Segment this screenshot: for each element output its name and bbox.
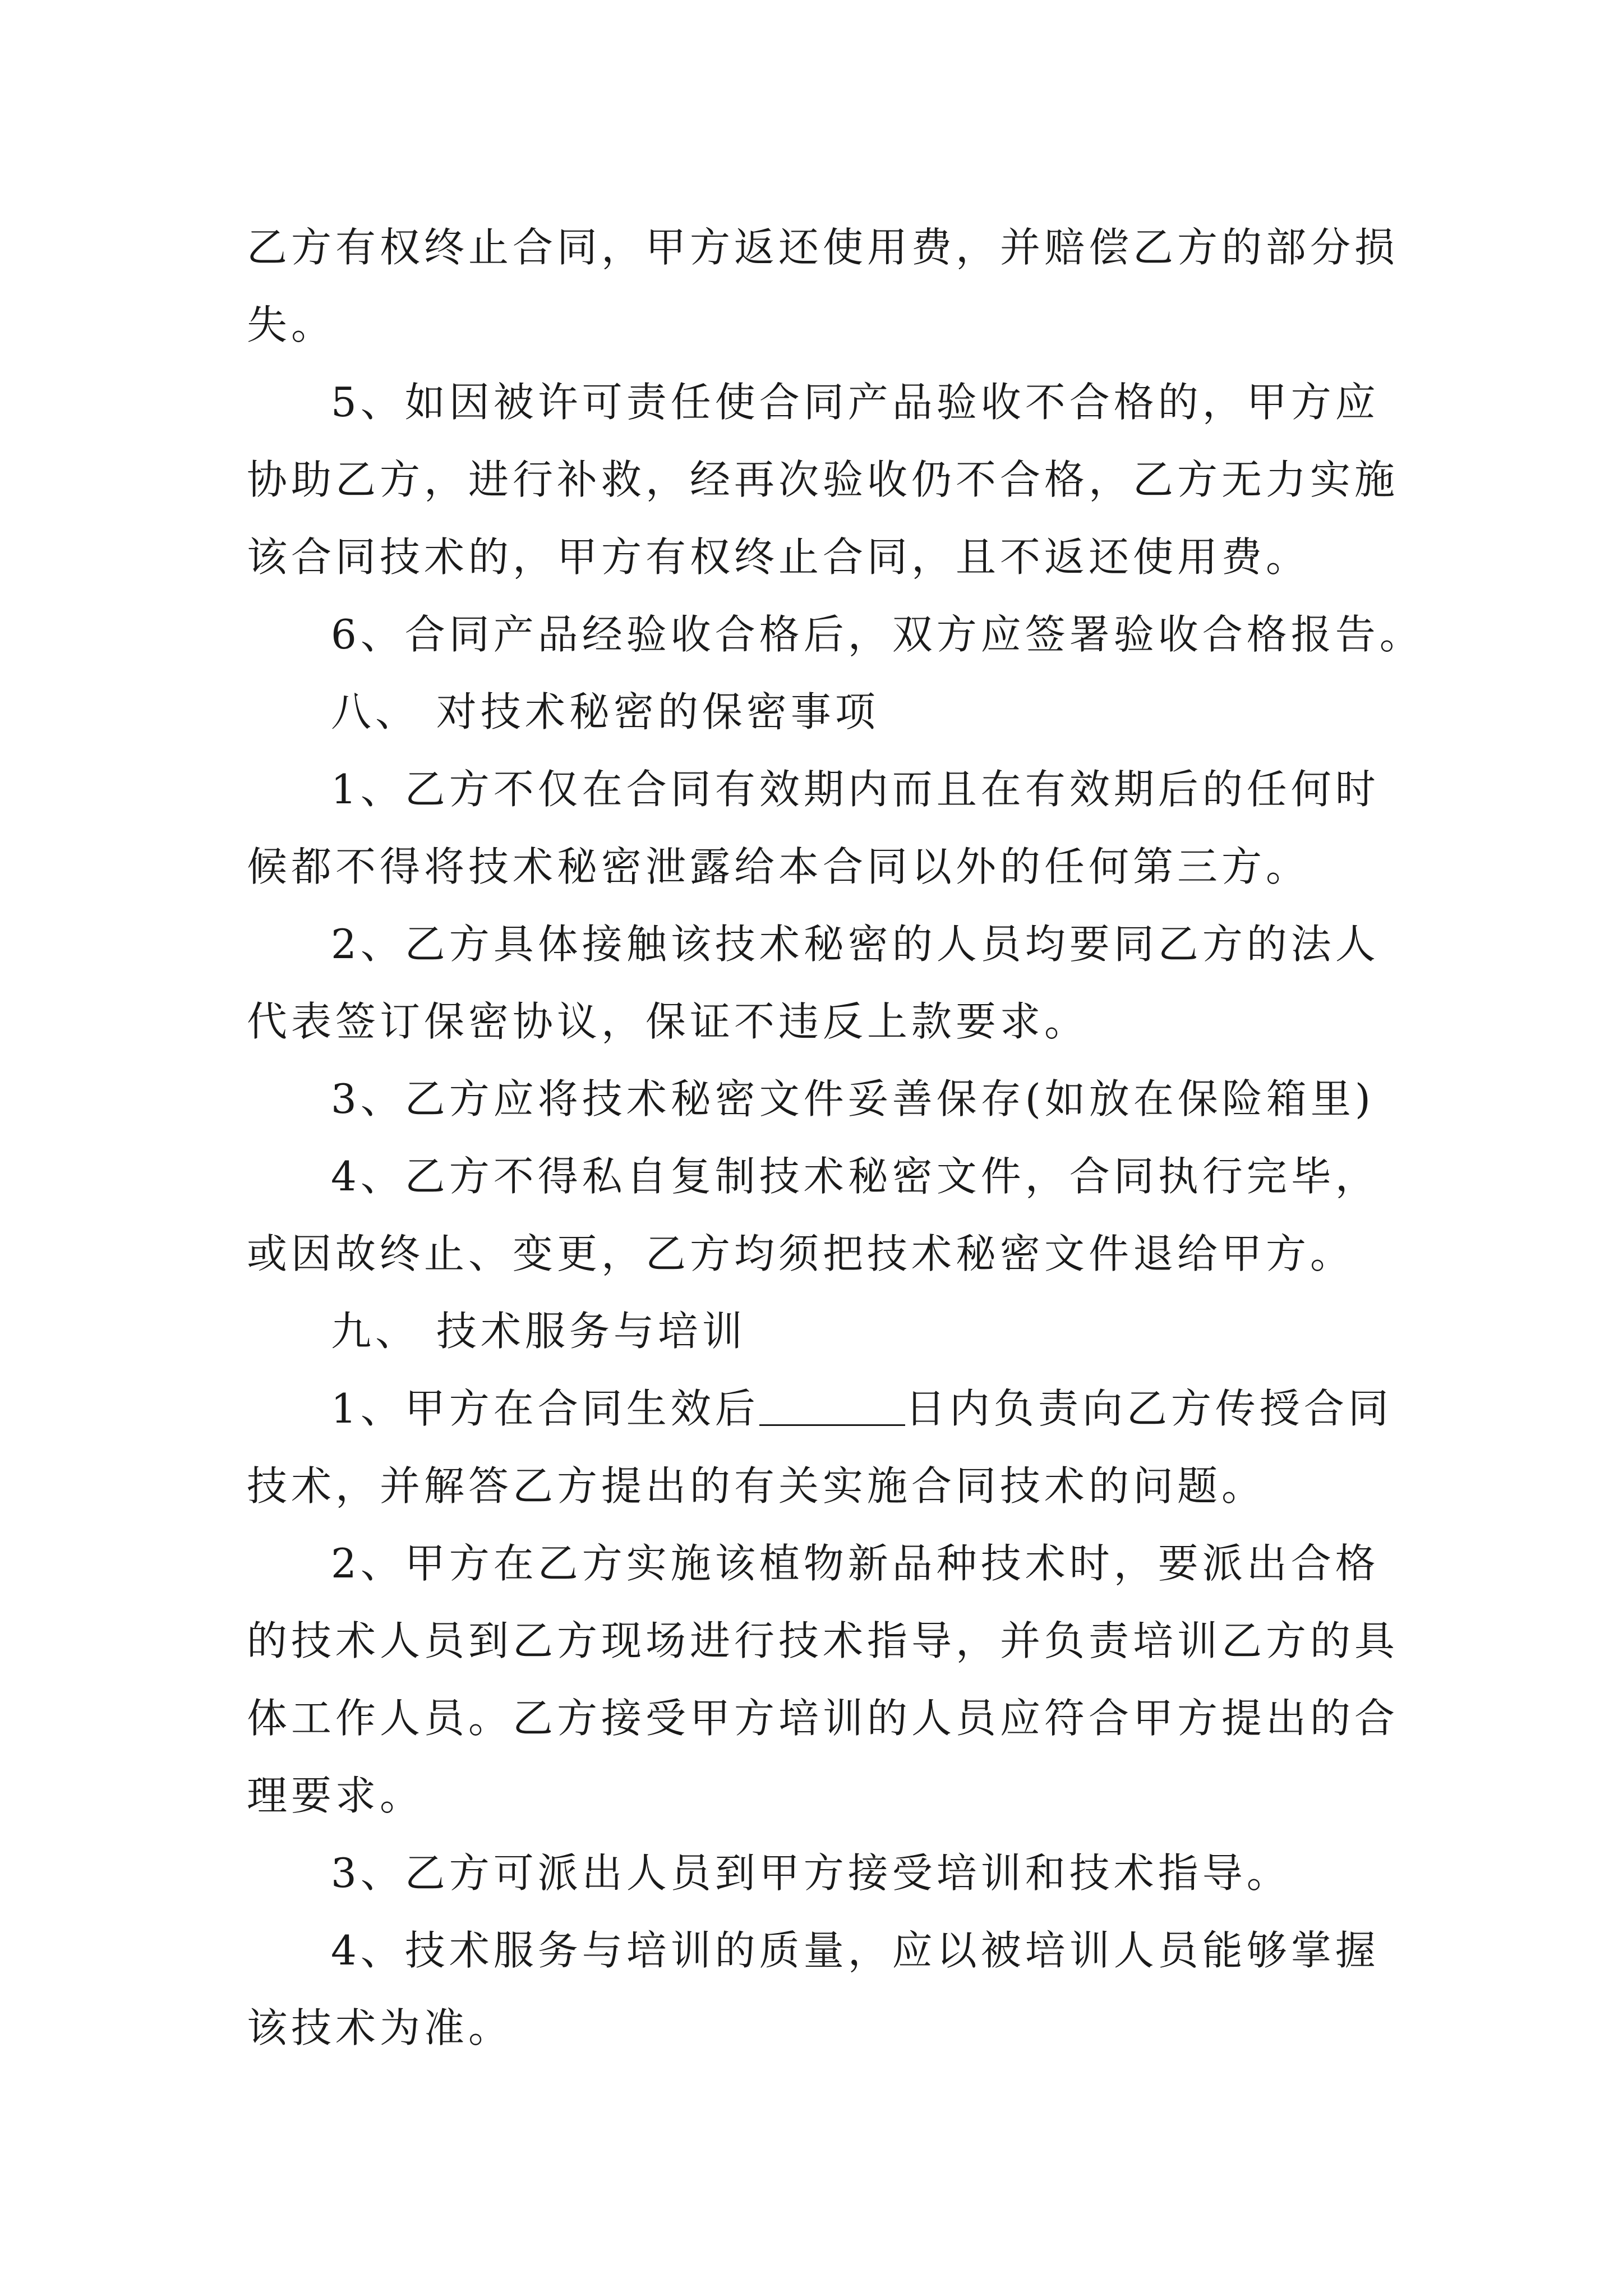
clause-8-2: 2、乙方具体接触该技术秘密的人员均要同乙方的法人 — [331, 921, 1380, 968]
text-line: 的技术人员到乙方现场进行技术指导，并负责培训乙方的具 — [247, 1617, 1399, 1664]
text-line: 该技术为准。 — [247, 2004, 513, 2051]
document-body — [247, 209, 1424, 2067]
text-line: 候都不得将技术秘密泄露给本合同以外的任何第三方。 — [247, 843, 1311, 890]
clause-9-4: 4、技术服务与培训的质量，应以被培训人员能够掌握 — [331, 1927, 1380, 1974]
clause-9-3: 3、乙方可派出人员到甲方接受培训和技术指导。 — [331, 1849, 1291, 1897]
text-line: 技术，并解答乙方提出的有关实施合同技术的问题。 — [247, 1462, 1266, 1510]
text-line: 或因故终止、变更，乙方均须把技术秘密文件退给甲方。 — [247, 1230, 1355, 1277]
clause-8-4: 4、乙方不得私自复制技术秘密文件，合同执行完毕， — [331, 1153, 1380, 1200]
clause-9-1-text-before: 1、甲方在合同生效后 — [331, 1385, 759, 1432]
text-line: 该合同技术的，甲方有权终止合同，且不返还使用费。 — [247, 533, 1311, 581]
clause-8-1: 1、乙方不仅在合同有效期内而且在有效期后的任何时 — [331, 766, 1380, 813]
clause-5: 5、如因被许可责任使合同产品验收不合格的，甲方应 — [331, 379, 1380, 426]
clause-8-3: 3、乙方应将技术秘密文件妥善保存(如放在保险箱里) — [331, 1075, 1375, 1122]
clause-9-1-text-after: 日内负责向乙方传授合同 — [905, 1385, 1393, 1432]
clause-6: 6、合同产品经验收合格后，双方应签署验收合格报告。 — [331, 611, 1424, 658]
section-heading-8: 八、 对技术秘密的保密事项 — [331, 688, 879, 735]
fill-in-blank — [759, 1384, 905, 1426]
text-line: 理要求。 — [247, 1772, 425, 1819]
text-line: 协助乙方，进行补救，经再次验收仍不合格，乙方无力实施 — [247, 456, 1399, 503]
clause-9-1 — [247, 1370, 1402, 1447]
clause-9-2: 2、甲方在乙方实施该植物新品种技术时，要派出合格 — [331, 1540, 1380, 1587]
text-line: 失。 — [247, 301, 336, 348]
text-line: 乙方有权终止合同，甲方返还使用费，并赔偿乙方的部分损 — [247, 224, 1399, 271]
section-heading-9: 九、 技术服务与培训 — [331, 1308, 746, 1355]
text-line: 体工作人员。乙方接受甲方培训的人员应符合甲方提出的合 — [247, 1695, 1399, 1742]
text-line: 代表签订保密协议，保证不违反上款要求。 — [247, 998, 1089, 1045]
